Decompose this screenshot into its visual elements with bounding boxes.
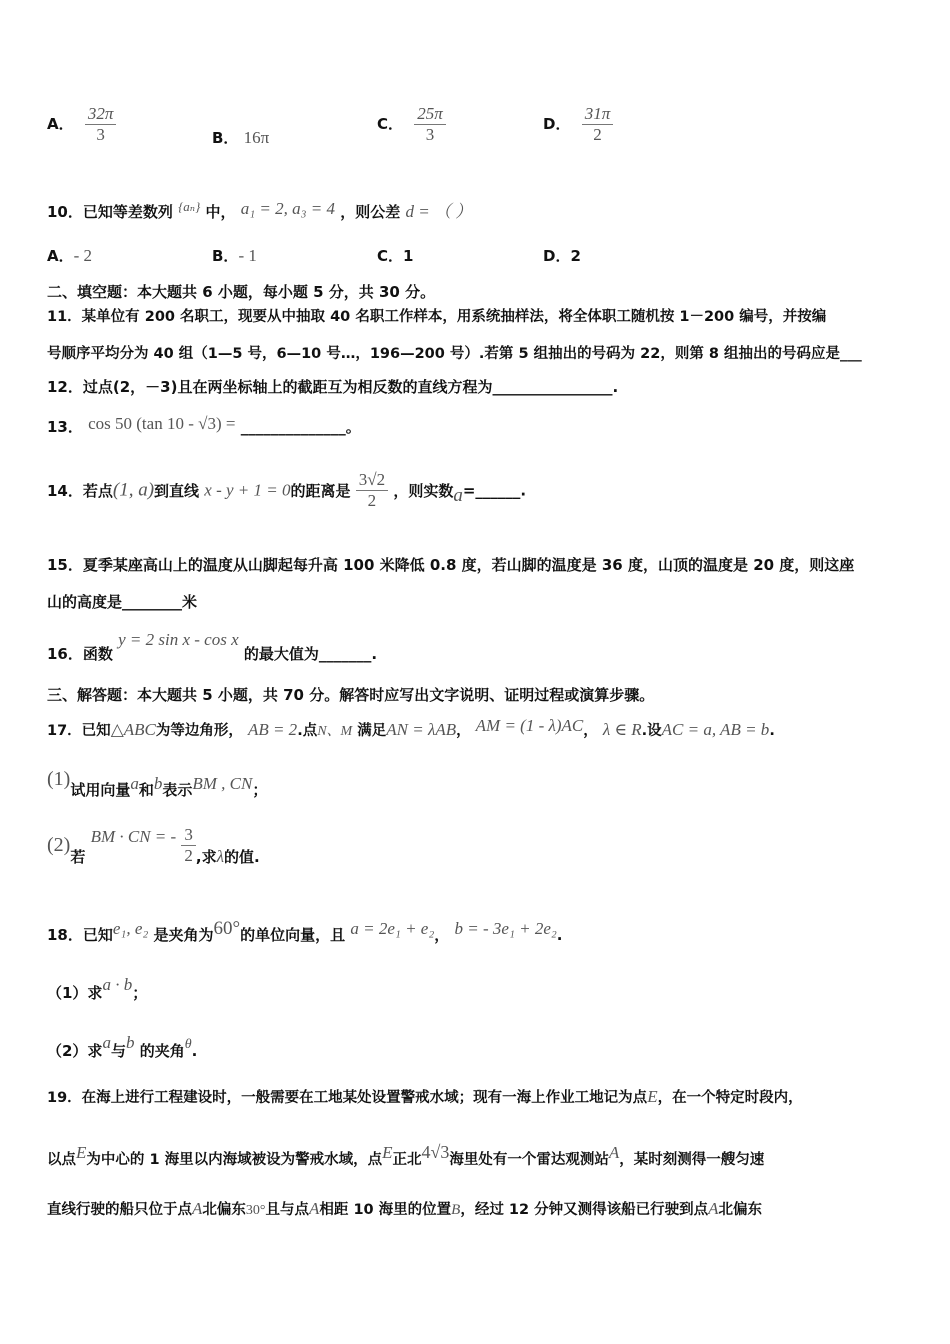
question-17 [47, 716, 775, 740]
q19-l1a: 19．在海上进行工程建设时，一般需要在工地某处设置警戒水域；现有一海上作业工地记为点 [47, 1090, 648, 1106]
q17-p2-if: 若 [70, 848, 86, 866]
q19-l2c: 正北 [392, 1152, 422, 1168]
q18-p2-theta: θ [184, 1037, 192, 1052]
option-a-fraction: $\frac{32\pi}{3}$ [85, 104, 117, 145]
q17-p1-text: 试用向量 [70, 781, 131, 799]
q19-l1e: E [647, 1087, 658, 1106]
q9-option-c [377, 104, 446, 145]
q19-l2b: 为中心的 1 海里以内海域被设为警戒水域，点 [86, 1152, 383, 1168]
q16-expression: y = 2 sin x - cos x [118, 630, 239, 649]
q17-p2-fraction [181, 825, 196, 866]
q18-p2: （2）求 [47, 1042, 103, 1060]
q18-t1: 18．已知 [47, 926, 113, 944]
option-b-label: B． [212, 129, 239, 147]
option-c-label: C． [377, 115, 404, 133]
option-b-value: 16π [243, 128, 270, 147]
q10-mid: 中， [205, 203, 236, 221]
q17-p2-lambda: λ [216, 847, 224, 866]
option-c-fraction: $\frac{25\pi}{3}$ [414, 104, 446, 145]
question-11-line-1: 11．某单位有 200 名职工，现要从中抽取 40 名职工作样本，用系统抽样法，将全体职工随机按 1－200 编号，并按编 [47, 309, 827, 325]
q17-p1-a: a [130, 774, 139, 793]
q17-p1-and: 和 [138, 781, 154, 799]
q10-a-value: - 2 [73, 246, 93, 265]
question-14 [47, 470, 526, 511]
q14-line-equation: x - y + 1 = 0 [204, 480, 291, 500]
q17-p2-fnum: 3 [181, 825, 196, 846]
q17-t6: ， [583, 723, 598, 739]
option-d-label: D． [543, 115, 571, 133]
q19-l3b: 北偏东 [202, 1202, 246, 1218]
q18-a: a = 2e₁ + e₂ [350, 919, 435, 938]
q18-p2-with: 与 [110, 1042, 126, 1060]
q14-fraction-num: 3√2 [356, 470, 388, 491]
q18-p1-expr: a · b [102, 975, 133, 994]
q17-p1-show: 表示 [162, 781, 193, 799]
q18-p1: （1）求 [47, 984, 103, 1002]
question-18-part-1 [47, 975, 147, 1003]
q10-d: d = （ ） [405, 202, 473, 221]
section-2-heading: 二、填空题：本大题共 6 小题，每小题 5 分，共 30 分。 [47, 283, 436, 301]
q19-l3A3: A [708, 1199, 719, 1218]
q17-p2-expr: BM · CN = - [90, 827, 177, 846]
q18-p2-b: b [125, 1033, 135, 1052]
question-19-line-2 [47, 1142, 764, 1169]
q17-p2-num: (2) [47, 834, 71, 856]
q13-label: 13． [47, 418, 83, 436]
q16-label: 16．函数 [47, 645, 113, 663]
q17-am: AM = (1 - λ)AC [475, 716, 584, 735]
q19-l2d: 4√3 [421, 1142, 450, 1162]
q13-blank: ______________。 [240, 418, 361, 436]
q9-option-b [212, 127, 269, 148]
q10-option-d [543, 245, 581, 266]
q17-p1-num: (1) [47, 768, 71, 790]
q9-option-a [47, 104, 116, 145]
q18-p1-end: ； [132, 984, 148, 1002]
q14-end: =______. [462, 481, 527, 500]
option-d-fraction: $\frac{31\pi}{2}$ [582, 104, 614, 145]
q19-l3f: 北偏东 [718, 1202, 763, 1218]
q14-mid: 到直线 [154, 482, 200, 500]
question-12: 12．过点(2，－3)且在两坐标轴上的截距互为相反数的直线方程为________________. [47, 378, 619, 396]
q19-l1b: ，在一个特定时段内， [657, 1090, 803, 1106]
section-3-heading: 三、解答题：本大题共 5 小题，共 70 分。解答时应写出文字说明、证明过程或演算步骤。 [47, 686, 655, 704]
question-17-part-2 [47, 825, 260, 867]
q17-p1-end: ； [252, 781, 268, 799]
q14-label: 14．若点 [47, 482, 113, 500]
question-19-line-1 [47, 1086, 803, 1107]
q14-mid2: 的距离是 [290, 482, 351, 500]
q17-t8: . [769, 723, 775, 739]
q10-suffix: ，则公差 [340, 203, 401, 221]
q18-e: e₁, e₂ [112, 919, 149, 938]
q10-option-c [377, 245, 413, 266]
q10-option-a [47, 245, 92, 266]
q17-an: AN = λAB [386, 720, 457, 739]
q17-p1-vectors: BM , CN [192, 774, 253, 793]
q17-p2-val: 的值. [224, 848, 260, 866]
q10-option-b [212, 245, 257, 266]
q17-t3: .点 [297, 723, 318, 739]
q17-p1-b: b [153, 774, 163, 793]
q18-t4: ， [434, 926, 450, 944]
q19-l2A: A [608, 1143, 620, 1162]
q19-l2f: 海里处有一个雷达观测站 [449, 1152, 609, 1168]
q19-l2e2: E [382, 1143, 393, 1162]
q17-p2-end: ,求 [195, 848, 217, 866]
q17-t5: ， [456, 723, 471, 739]
q10-b-value: - 1 [238, 246, 257, 265]
q19-l3a: 直线行驶的船只位于点 [47, 1202, 192, 1218]
question-18 [47, 918, 562, 945]
question-11-line-2: 号顺序平均分为 40 组（1—5 号，6—10 号…，196—200 号）.若第 5 组抽出的号码为 22，则第 8 组抽出的号码应是___ [47, 346, 862, 362]
q10-c-label: C．1 [377, 247, 414, 265]
q19-l3A: A [192, 1199, 203, 1218]
q10-b-label: B． [212, 247, 239, 265]
question-16 [47, 630, 377, 664]
q18-b: b = - 3e₁ + 2e₂ [454, 919, 557, 938]
q18-t2: 是夹角为 [153, 926, 214, 944]
q14-point: (1, a) [112, 479, 155, 501]
q18-t5: . [556, 926, 563, 944]
q19-l3B: B [451, 1202, 461, 1218]
question-19-line-3 [47, 1198, 762, 1219]
q18-t3: 的单位向量，且 [240, 926, 346, 944]
q18-angle: 60° [213, 918, 241, 939]
q17-triangle: △ABC [110, 720, 156, 739]
q17-t7: .设 [641, 723, 662, 739]
q14-var: a [453, 485, 463, 506]
q10-condition: a₁ = 2, a₃ = 4 [240, 199, 336, 218]
q17-t2: 为等边角形， [155, 723, 243, 739]
q19-l3ang: 30° [245, 1203, 266, 1218]
q19-l2a: 以点 [47, 1152, 76, 1168]
q19-l2e: E [76, 1143, 87, 1162]
q9-option-d [543, 104, 613, 145]
q18-p2-text: 的夹角 [139, 1042, 185, 1060]
q16-end: 的最大值为_______. [243, 645, 378, 663]
q10-d-label: D．2 [543, 247, 581, 265]
q14-fraction-den: 2 [367, 491, 377, 510]
q19-l3e: ，经过 12 分钟又测得该船已行驶到点 [460, 1202, 709, 1218]
q14-distance-fraction [356, 470, 388, 511]
q10-prefix: 10．已知等差数列 [47, 203, 173, 221]
q17-lambda: λ ∈ R [602, 720, 642, 739]
q10-sequence: {aₙ} [178, 199, 201, 214]
q10-a-label: A． [47, 247, 74, 265]
q17-t1: 17．已知 [47, 723, 111, 739]
q17-t4: 满足 [357, 723, 387, 739]
question-15-line-1: 15．夏季某座高山上的温度从山脚起每升高 100 米降低 0.8 度，若山脚的温度是 36 度，山顶的温度是 20 度，则这座 [47, 556, 855, 574]
option-a-label: A． [47, 115, 74, 133]
q18-p2-end: . [191, 1042, 198, 1060]
question-13 [47, 414, 361, 437]
q19-l3c: 且与点 [265, 1202, 309, 1218]
q19-l3A2: A [309, 1199, 320, 1218]
q14-mid3: ，则实数 [393, 482, 454, 500]
q17-p2-fden: 2 [184, 846, 193, 865]
q17-def: AC = a, AB = b [661, 720, 770, 739]
q19-l3d: 相距 10 海里的位置 [319, 1202, 452, 1218]
q17-nm: N、M [317, 724, 353, 739]
q19-l2g: ，某时刻测得一艘匀速 [619, 1152, 765, 1168]
q17-ab: AB = 2 [247, 720, 298, 739]
question-18-part-2 [47, 1033, 197, 1061]
question-17-part-1 [47, 768, 267, 800]
question-15-line-2: 山的高度是________米 [47, 593, 198, 611]
question-10 [47, 197, 472, 222]
q18-p2-a: a [102, 1033, 111, 1052]
q13-expression: cos 50 (tan 10 - √3) = [88, 414, 236, 433]
